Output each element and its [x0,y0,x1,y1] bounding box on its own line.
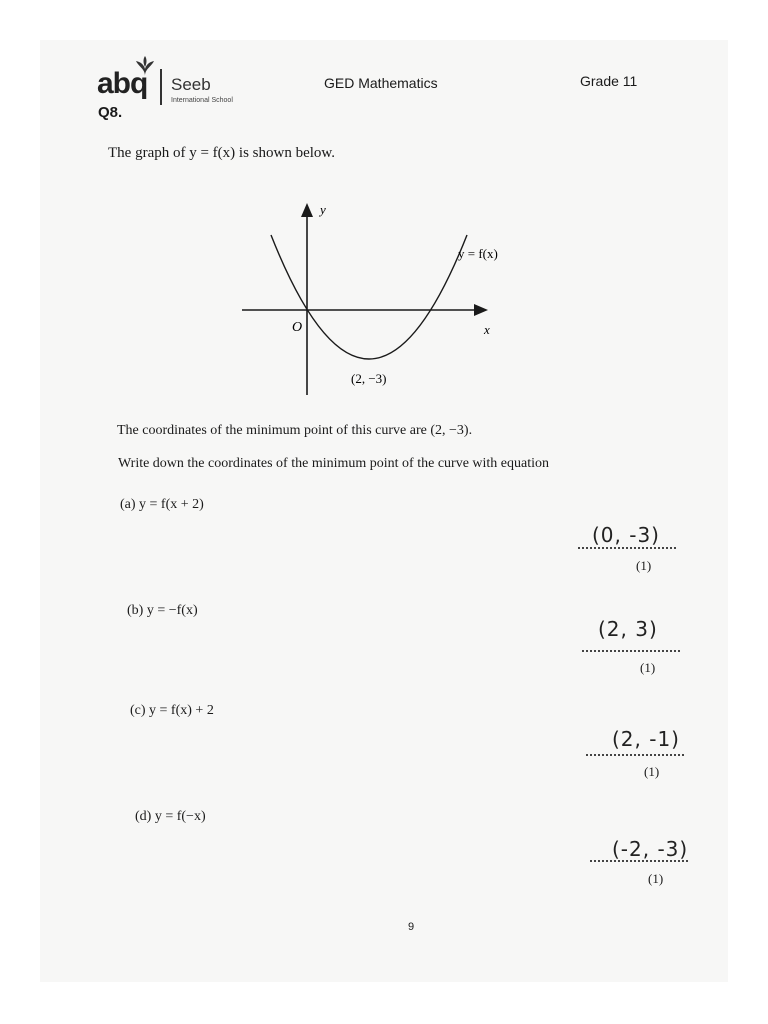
parabola-curve [271,235,467,359]
school-logo [97,55,257,110]
y-axis-label: y [320,202,326,217]
part-d-marks: (1) [648,871,664,886]
function-graph [230,195,510,395]
subject-title: GED Mathematics [324,75,438,91]
x-axis-label: x [484,322,490,337]
part-b-answer: (2, 3) [598,617,658,641]
logo-divider [160,69,162,105]
part-d-answer: (-2, -3) [612,837,689,861]
part-a-answer: (0, -3) [592,523,660,547]
curve-label: y = f(x) [458,246,498,261]
part-c-answer-line [586,754,684,756]
part-a-marks: (1) [636,558,652,573]
part-c-equation: (c) y = f(x) + 2 [130,703,214,718]
logo-school-subtitle: International School [171,97,233,104]
question-number: Q8. [98,104,123,121]
y-axis-arrow [301,203,313,217]
part-d-answer-line [590,860,688,862]
minimum-point-label: (2, −3) [351,371,387,386]
minimum-point-statement: The coordinates of the minimum point of this curve are (2, −3). [117,423,473,438]
part-b-answer-line [582,650,680,652]
origin-label: O [292,320,303,335]
page-number: 9 [408,921,415,933]
part-a-answer-line [578,547,676,549]
logo-abq: abq [97,67,148,100]
question-intro: The graph of y = f(x) is shown below. [108,145,336,161]
part-b-marks: (1) [640,660,656,675]
logo-school-name: Seeb [171,75,211,94]
part-a-equation: (a) y = f(x + 2) [120,497,204,512]
part-b-equation: (b) y = −f(x) [127,603,198,618]
part-d-equation: (d) y = f(−x) [135,809,206,824]
grade-label: Grade 11 [580,73,638,89]
x-axis-arrow [474,304,488,316]
part-c-answer: (2, -1) [612,727,680,751]
instruction-text: Write down the coordinates of the minimum point of the curve with equation [118,456,549,471]
part-c-marks: (1) [644,764,660,779]
